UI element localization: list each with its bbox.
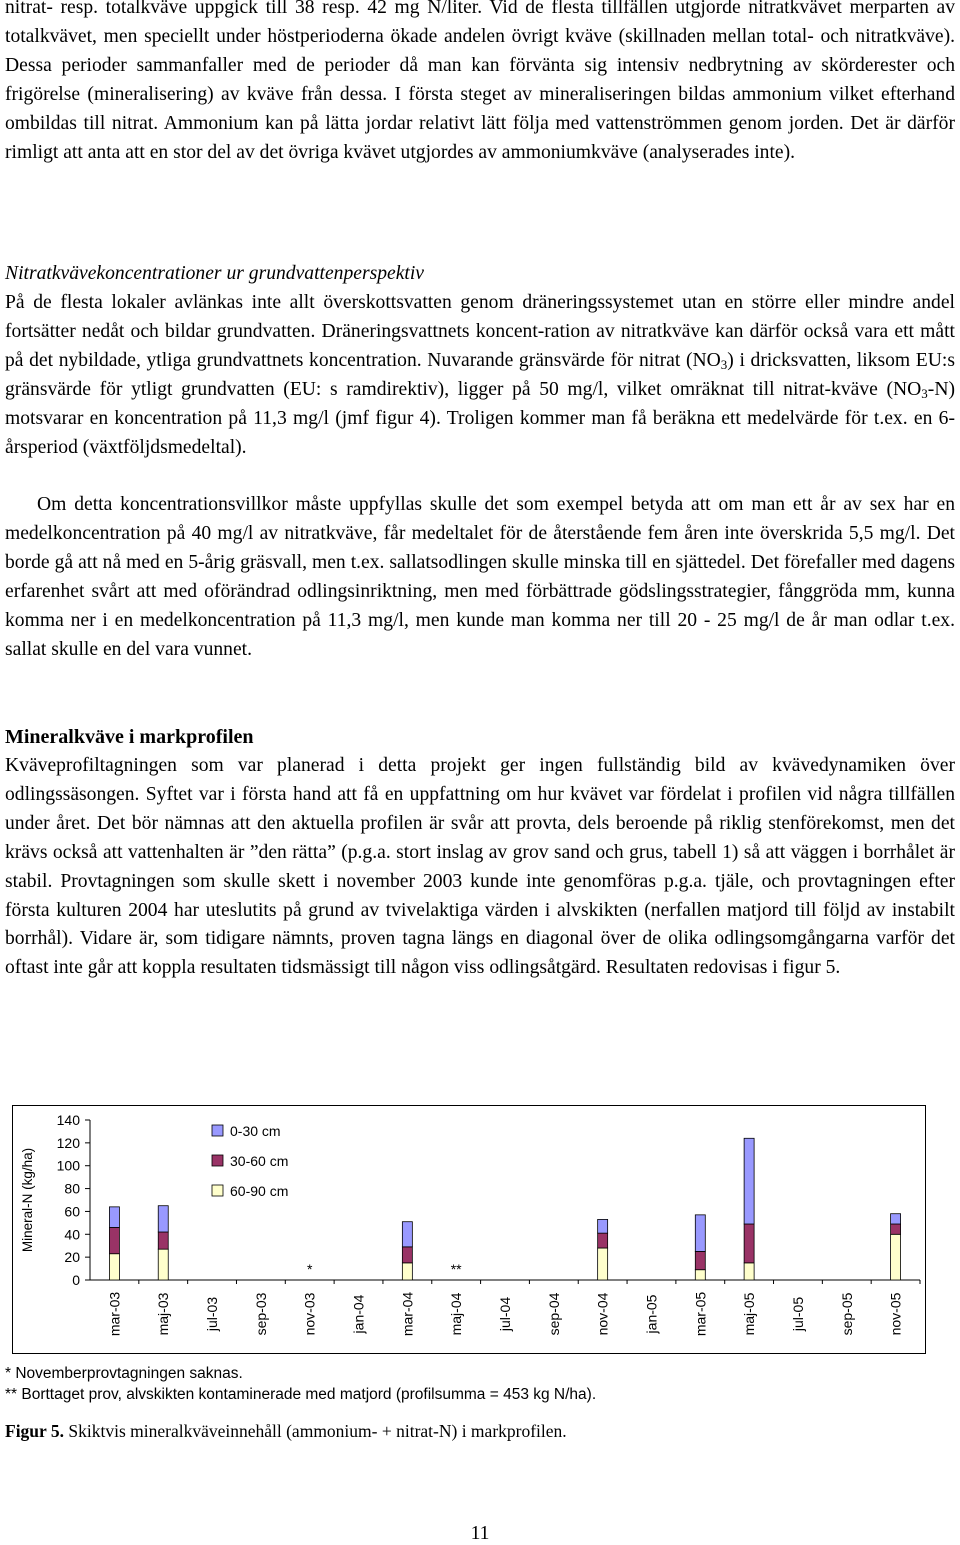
figure-notes (5, 1363, 596, 1405)
y-tick-label: 20 (64, 1249, 80, 1266)
bar-segment (402, 1263, 412, 1280)
bar-segment (158, 1249, 168, 1280)
y-tick-label: 100 (56, 1157, 80, 1174)
mineral-n-bar-chart (12, 1105, 927, 1355)
paragraph-groundwater (5, 289, 955, 462)
bar-segment (695, 1251, 705, 1269)
bar-segment (158, 1206, 168, 1232)
x-tick-label: maj-05 (741, 1292, 758, 1336)
bar-segment (598, 1219, 608, 1233)
p2-part-c: -N) motsvarar en koncentration på 11,3 mg/l (jmf figur 4). Troligen kommer man få beräkna ett medelvärde för t.ex. en 6-årsperiod (växtföljdsmedeltal). (5, 378, 955, 458)
x-tick-label: nov-03 (301, 1292, 318, 1336)
y-tick-label: 80 (64, 1180, 80, 1197)
x-tick-label: nov-04 (594, 1292, 611, 1336)
bar-annotation: ** (450, 1261, 462, 1277)
bar-segment (158, 1232, 168, 1249)
x-tick-label: jul-03 (204, 1296, 221, 1332)
x-tick-label: maj-04 (448, 1292, 465, 1336)
x-tick-label: jan-04 (350, 1294, 367, 1334)
no3-subscript-1: 3 (720, 356, 728, 372)
y-tick-label: 120 (56, 1134, 80, 1151)
x-tick-label: sep-05 (838, 1292, 855, 1336)
note-missing-november: * Novemberprovtagningen saknas. (5, 1365, 243, 1382)
caption-text: Skiktvis mineralkväveinnehåll (ammonium- + nitrat-N) i markprofilen. (68, 1421, 567, 1441)
p2-part-b: ) i dricksvatten, liksom EU:s gränsvärde för ytligt grundvatten (EU: s ramdirektiv), ligger på 50 mg/l, vilket omräknat till nitrat-kväve (NO (5, 349, 955, 400)
no3-subscript-2: 3 (921, 385, 928, 401)
bar-segment (744, 1138, 754, 1224)
bar-segment (891, 1224, 901, 1234)
paragraph-nitrate-fractions: nitrat- resp. totalkväve uppgick till 38 resp. 42 mg N/liter. Vid de flesta tillfällen utgjorde nitratkvävet merparten av totalkvävet, men speciellt under höstperioderna ökade andelen övrigt kväve (skillnaden mellan total- och nitratkväve). Dessa perioder sammanfaller med de perioder då man kan förvänta sig intensiv nedbrytning av skörderester och frigörelse (mineralisering) av kväve från dessa. I första steget av mineraliseringen bildas ammonium vilket efterhand ombildas till nitrat. Ammonium kan på lätta jordar relativt lätt följa med vattenströmmen genom jorden. Det är därför rimligt att anta att en stor del av det övriga kvävet utgjordes av ammoniumkväve (analyserades inte). (5, 0, 955, 163)
caption-label: Figur 5. (5, 1421, 64, 1441)
bar-segment (695, 1270, 705, 1280)
chart-frame (13, 1106, 926, 1354)
y-axis-label: Mineral-N (kg/ha) (20, 1147, 35, 1253)
legend-label: 0-30 cm (230, 1123, 281, 1139)
x-tick-label: mar-03 (106, 1291, 123, 1337)
x-tick-label: jul-05 (789, 1296, 806, 1332)
p2-part-a: På de flesta lokaler avlänkas inte allt överskottsvatten genom dräneringssystemet utan en större eller mindre andel fortsätter nedåt och bildar grundvatten. Dräneringsvattnets koncent-ration av nitratkväve kan därför också vara ett mått på det nybildade, ytliga grundvattnets koncentration. Nuvarande gränsvärde för nitrat (NO (5, 292, 955, 371)
bar-segment (598, 1233, 608, 1248)
page-number: 11 (470, 1523, 490, 1544)
bar-segment (109, 1207, 119, 1228)
bar-segment (744, 1263, 754, 1280)
bar-segment (598, 1248, 608, 1280)
bar-segment (109, 1254, 119, 1280)
subheading-groundwater: Nitratkvävekoncentrationer ur grundvattenperspektiv (5, 263, 424, 284)
figure-caption (5, 1419, 567, 1443)
legend-label: 30-60 cm (230, 1153, 289, 1169)
bar-segment (109, 1227, 119, 1253)
legend-swatch (212, 1125, 223, 1136)
y-tick-label: 140 (56, 1112, 80, 1128)
legend-label: 60-90 cm (230, 1183, 289, 1199)
x-tick-label: mar-05 (692, 1291, 709, 1337)
bar-segment (402, 1247, 412, 1263)
y-tick-label: 0 (72, 1272, 80, 1288)
x-tick-label: maj-03 (155, 1292, 172, 1336)
paragraph-profile-sampling: Kväveprofiltagningen som var planerad i detta projekt ger ingen fullständig bild av kvävedynamiken över odlingssäsongen. Syftet var i första hand att få en uppfattning om hur kvävet var fördelat i profilen vid några tillfällen under året. Det bör nämnas att den aktuella profilen är svår att provta, dels beroende på riklig stenförekomst, men det krävs också att vattenhalten är ”den rätta” (p.g.a. stort inslag av grov sand och grus, tabell 1) så att väggen i borrhålet är stabil. Provtagningen som skulle skett i november 2003 kunde inte genomföras p.g.a. tjäle, och provtagningen efter första kulturen 2004 har uteslutits på grund av tvivelaktiga värden i alvskikten (nerfallen matjord till följd av instabilt borrhål). Vidare är, som tidigare nämnts, proven tagna längs en diagonal över de olika odlingsomgångarna varför det oftast inte går att koppla resultaten tidsmässigt till någon viss odlingsåtgärd. Resultaten redovisas i figur 5. (5, 755, 955, 979)
x-tick-label: jul-04 (497, 1296, 513, 1332)
bar-segment (402, 1222, 412, 1247)
y-tick-label: 40 (64, 1226, 80, 1243)
bar-segment (891, 1214, 901, 1224)
x-tick-label: sep-03 (252, 1292, 269, 1336)
y-tick-label: 60 (64, 1203, 80, 1220)
bar-segment (744, 1224, 754, 1263)
note-removed-sample: ** Borttaget prov, alvskikten kontaminerade med matjord (profilsumma = 453 kg N/ha). (5, 1386, 597, 1403)
section-heading-mineral-n: Mineralkväve i markprofilen (5, 726, 254, 748)
bar-segment (891, 1234, 901, 1280)
legend-swatch (212, 1155, 223, 1166)
x-tick-label: nov-05 (887, 1292, 904, 1336)
bar-annotation: * (306, 1261, 313, 1277)
x-tick-label: jan-05 (643, 1294, 660, 1334)
bar-segment (695, 1215, 705, 1252)
x-tick-label: sep-04 (545, 1292, 562, 1336)
paragraph-concentration-example: Om detta koncentrationsvillkor måste uppfyllas skulle det som exempel betyda att om man ett år av sex har en medelkoncentration på 40 mg/l av nitratkväve, får medeltalet för de återstående fem åren inte överskrida 5,5 mg/l. Det borde gå att nå med en 5-årig gräsvall, men t.ex. sallatsodlingen skulle minska till en sjättedel. Det förefaller med dagens erfarenhet svårt att med oförändrad odlingsinriktning, men med förbättrade gödslingsstrategier, fånggröda mm, kunna komma ner i en medelkoncentration på 11,3 mg/l, men kunde man komma ner till 20 - 25 mg/l de år man odlar t.ex. sallat skulle en del vara vunnet. (5, 494, 955, 660)
x-tick-label: mar-04 (399, 1291, 416, 1337)
legend-swatch (212, 1185, 223, 1196)
